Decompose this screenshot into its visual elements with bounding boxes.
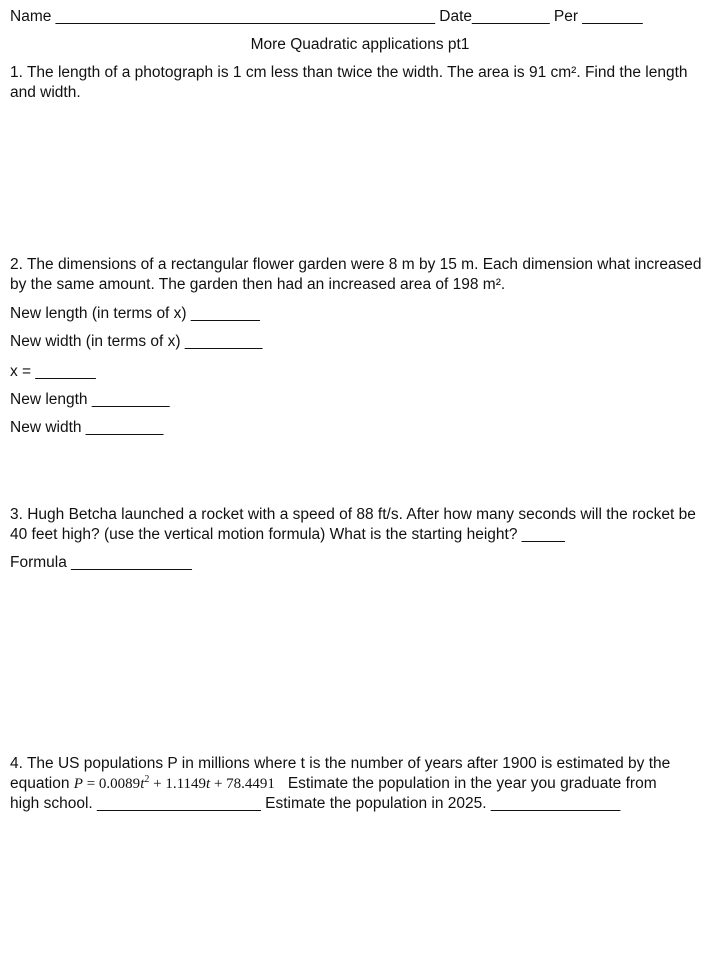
question-2-new-length: New length _________ bbox=[10, 391, 170, 408]
question-2-text: 2. The dimensions of a rectangular flower garden were 8 m by 15 m. Each dimension what increased by the same amount. The garden then had an increased area of 198 m². bbox=[10, 256, 702, 293]
question-4-line-2 bbox=[10, 774, 657, 794]
question-2-new-width-in-terms-of-x: New width (in terms of x) _________ bbox=[10, 333, 263, 350]
question-4-line-2-rest: Estimate the population in the year you graduate from bbox=[287, 775, 657, 792]
question-4-line-1: 4. The US populations P in millions where t is the number of years after 1900 is estimated by the bbox=[10, 755, 671, 772]
population-equation: $P = 0.0089t^2 + 1.1149t + 78.4491$ bbox=[73, 774, 275, 792]
page-title: More Quadratic applications pt1 bbox=[250, 36, 470, 53]
question-2-new-length-in-terms-of-x: New length (in terms of x) ________ bbox=[10, 305, 260, 322]
question-1-text: 1. The length of a photograph is 1 cm less than twice the width. The area is 91 cm². Find the length and width. bbox=[10, 64, 688, 101]
question-3-formula: Formula ______________ bbox=[10, 554, 192, 571]
question-4-line-3: high school. ___________________ Estimate the population in 2025. _______________ bbox=[10, 795, 621, 812]
question-4-equation-prefix: equation bbox=[10, 775, 70, 792]
question-2-new-width: New width _________ bbox=[10, 419, 164, 436]
question-2-x-equals: x = _______ bbox=[10, 363, 96, 380]
question-3-text: 3. Hugh Betcha launched a rocket with a speed of 88 ft/s. After how many seconds will the rocket be 40 feet high? (use the vertical motion formula) What is the starting height? _____ bbox=[10, 506, 696, 543]
name-date-period-line: Name ____________________________________________ Date_________ Per _______ bbox=[10, 8, 643, 25]
